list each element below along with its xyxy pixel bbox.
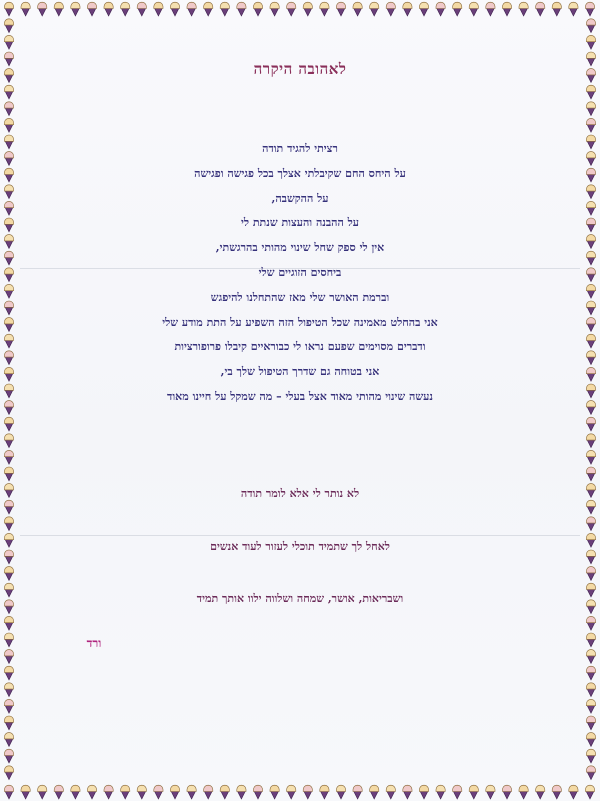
closing-line-blessing: ושבריאות, אושר, שמחה ושלווה ילוו אותך תמיד: [196, 592, 404, 605]
body-line: על ההקשבה,: [271, 191, 329, 205]
ice-cream-cone-icon: [586, 384, 595, 398]
ice-cream-cone-icon: [586, 716, 595, 730]
ice-cream-cone-icon: [4, 450, 13, 464]
ice-cream-cone-icon: [586, 334, 595, 348]
ice-cream-cone-icon: [586, 135, 595, 149]
ice-cream-cone-icon: [4, 102, 13, 116]
ice-cream-cone-icon: [4, 284, 13, 298]
ice-cream-cone-icon: [586, 301, 595, 315]
signature: ורד: [86, 636, 102, 650]
ice-cream-cone-icon: [4, 650, 13, 664]
ice-cream-cone-icon: [21, 2, 30, 16]
body-line: ביחסים הזוגיים שלי: [258, 265, 342, 279]
ice-cream-cone-icon: [4, 2, 13, 16]
ice-cream-cone-icon: [4, 152, 13, 166]
ice-cream-cone-icon: [586, 235, 595, 249]
ice-cream-cone-icon: [586, 650, 595, 664]
ice-cream-cone-icon: [4, 19, 13, 33]
ice-cream-cone-icon: [4, 334, 13, 348]
ice-cream-cone-icon: [4, 85, 13, 99]
ice-cream-cone-icon: [586, 733, 595, 747]
ice-cream-cone-icon: [586, 699, 595, 713]
ice-cream-cone-icon: [21, 785, 30, 799]
ice-cream-cone-icon: [4, 168, 13, 182]
ice-cream-cone-icon: [4, 201, 13, 215]
ice-cream-cone-icon: [4, 616, 13, 630]
ice-cream-cone-icon: [4, 517, 13, 531]
ice-cream-cone-icon: [586, 484, 595, 498]
ice-cream-cone-icon: [586, 367, 595, 381]
ice-cream-cone-icon: [4, 785, 13, 799]
closing-line-wish: לאחל לך שתמיד תוכלי לעזור לעוד אנשים: [210, 540, 390, 553]
letter-title: לאהובה היקרה: [253, 60, 347, 78]
body-line: אין לי ספק שחל שינוי מהותי בהרגשתי,: [215, 241, 385, 255]
ice-cream-cone-icon: [4, 251, 13, 265]
ice-cream-cone-icon: [4, 666, 13, 680]
ice-cream-cone-icon: [586, 85, 595, 99]
body-line: רציתי להגיד תודה: [262, 142, 338, 155]
ice-cream-cone-icon: [4, 633, 13, 647]
ice-cream-cone-icon: [586, 533, 595, 547]
ice-cream-cone-icon: [586, 766, 595, 780]
ice-cream-cone-icon: [586, 417, 595, 431]
ice-cream-cone-icon: [4, 185, 13, 199]
ice-cream-cone-icon: [4, 600, 13, 614]
ice-cream-cone-icon: [586, 35, 595, 49]
ice-cream-cone-icon: [4, 351, 13, 365]
body-line: על היחס החם שקיבלתי אצלך בכל פגישה ופגישה: [194, 166, 406, 180]
ice-cream-cone-icon: [4, 716, 13, 730]
ice-cream-cone-icon: [4, 318, 13, 332]
body-line: וברמת האושר שלי מאז שהתחלנו להיפגש: [210, 290, 390, 304]
ice-cream-cone-icon: [585, 2, 594, 16]
ice-cream-cone-icon: [4, 683, 13, 697]
ice-cream-cone-icon: [586, 318, 595, 332]
ice-cream-cone-icon: [586, 201, 595, 215]
letter-body: [30, 137, 570, 410]
ice-cream-cone-icon: [4, 533, 13, 547]
ice-cream-cone-icon: [4, 733, 13, 747]
ice-cream-cone-icon: [4, 500, 13, 514]
ice-cream-cone-icon: [586, 268, 595, 282]
ice-cream-cone-icon: [4, 384, 13, 398]
ice-cream-cone-icon: [4, 401, 13, 415]
ice-cream-cone-icon: [4, 434, 13, 448]
ice-cream-cone-icon: [586, 284, 595, 298]
letter-content: [30, 0, 570, 801]
ice-cream-cone-icon: [586, 600, 595, 614]
ice-cream-cone-icon: [586, 633, 595, 647]
ice-cream-cone-icon: [586, 500, 595, 514]
ice-cream-cone-icon: [586, 666, 595, 680]
ice-cream-cone-icon: [4, 301, 13, 315]
ice-cream-cone-icon: [4, 52, 13, 66]
ice-cream-cone-icon: [4, 583, 13, 597]
ice-cream-cone-icon: [586, 517, 595, 531]
body-line: אני בהחלט מאמינה שכל הטיפול הזה השפיע על התת מודע שלי: [162, 315, 438, 329]
ice-cream-cone-icon: [586, 251, 595, 265]
ice-cream-cone-icon: [586, 616, 595, 630]
ice-cream-cone-icon: [4, 766, 13, 780]
ice-cream-cone-icon: [586, 401, 595, 415]
ice-cream-cone-icon: [586, 749, 595, 763]
ice-cream-cone-icon: [4, 367, 13, 381]
ice-cream-cone-icon: [4, 417, 13, 431]
ice-cream-cone-icon: [586, 567, 595, 581]
ice-cream-cone-icon: [586, 351, 595, 365]
ice-cream-cone-icon: [586, 118, 595, 132]
closing-line-thanks: לא נותר לי אלא לומר תודה: [240, 487, 360, 500]
ice-cream-cone-icon: [4, 118, 13, 132]
ice-cream-cone-icon: [586, 168, 595, 182]
ice-cream-cone-icon: [4, 235, 13, 249]
body-line: על ההבנה והעצות שנתת לי: [240, 216, 359, 230]
body-line: אני בטוחה גם שדרך הטיפול שלך בי,: [220, 365, 380, 379]
ice-cream-cone-icon: [586, 434, 595, 448]
ice-cream-cone-icon: [586, 102, 595, 116]
ice-cream-cone-icon: [4, 749, 13, 763]
ice-cream-cone-icon: [586, 19, 595, 33]
ice-cream-cone-icon: [4, 69, 13, 83]
body-line: נעשה שינוי מהותי מאוד אצל בעלי – מה שמקל על חיינו מאוד: [167, 389, 433, 403]
ice-cream-cone-icon: [586, 583, 595, 597]
ice-cream-cone-icon: [586, 152, 595, 166]
ice-cream-cone-icon: [569, 2, 578, 16]
ice-cream-cone-icon: [586, 185, 595, 199]
ice-cream-cone-icon: [586, 218, 595, 232]
ice-cream-cone-icon: [586, 683, 595, 697]
ice-cream-cone-icon: [586, 69, 595, 83]
ice-cream-cone-icon: [586, 450, 595, 464]
ice-cream-cone-icon: [586, 52, 595, 66]
ice-cream-cone-icon: [4, 550, 13, 564]
ice-cream-cone-icon: [586, 550, 595, 564]
ice-cream-cone-icon: [585, 785, 594, 799]
ice-cream-cone-icon: [4, 699, 13, 713]
ice-cream-cone-icon: [4, 218, 13, 232]
body-line: ודברים מסוימים שפעם נראו לי כבוראיים קיבלו פרופורציות: [174, 340, 426, 354]
ice-cream-cone-icon: [4, 35, 13, 49]
ice-cream-cone-icon: [4, 268, 13, 282]
ice-cream-cone-icon: [569, 785, 578, 799]
ice-cream-cone-icon: [4, 467, 13, 481]
ice-cream-cone-icon: [586, 467, 595, 481]
ice-cream-cone-icon: [4, 484, 13, 498]
ice-cream-cone-icon: [4, 567, 13, 581]
ice-cream-cone-icon: [4, 135, 13, 149]
